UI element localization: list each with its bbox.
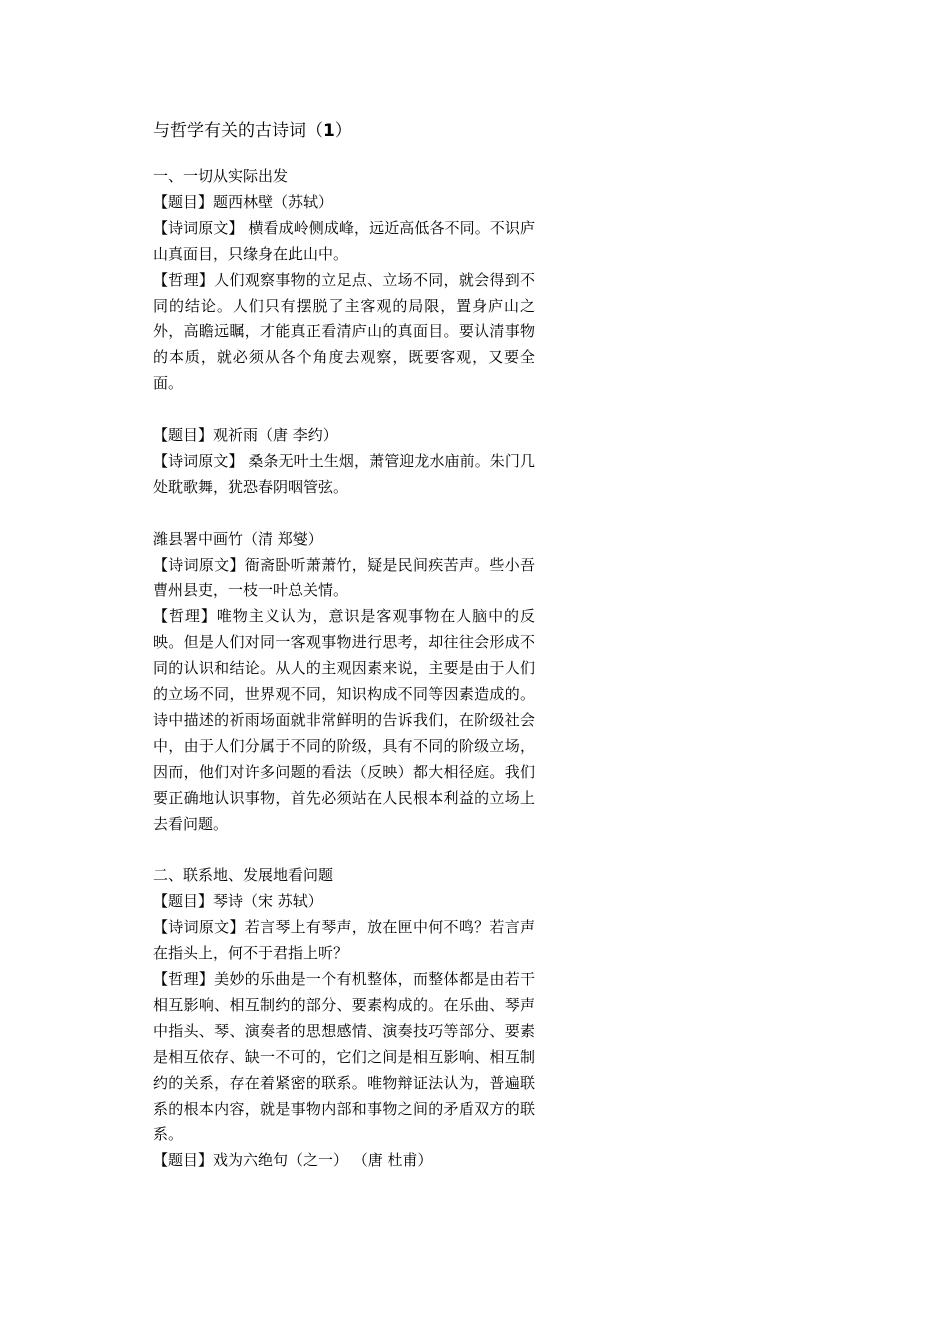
poem-title: 【题目】戏为六绝句（之一） （唐 杜甫） bbox=[153, 1151, 433, 1170]
philosophy-text: 【哲理】唯物主义认为，意识是客观事物在人脑中的反映。但是人们对同一客观事物进行思考，却往往会形成不同的认识和结论。从人的主观因素来说，主要是由于人们的立场不同，世界观不同，知识构成不同等因素造成的。诗中描述的祈雨场面就非常鲜明的告诉我们，在阶级社会中，由于人们分属于不同的阶级，具有不同的阶级立场，因而，他们对许多问题的看法（反映）都大相径庭。我们要正确地认识事物，首先必须站在人民根本利益的立场上去看问题。 bbox=[153, 607, 535, 833]
title-number: 1 bbox=[323, 121, 335, 141]
poem-text: 【诗词原文】衙斋卧听萧萧竹，疑是民间疾苦声。些小吾曹州县吏，一枝一叶总关情。 bbox=[153, 555, 535, 600]
blank-line bbox=[153, 501, 535, 527]
poem-title: 【题目】观祈雨（唐 李约） bbox=[153, 426, 338, 445]
section-heading: 二、联系地、发展地看问题 bbox=[153, 866, 334, 885]
section-heading: 一、一切从实际出发 bbox=[153, 167, 289, 185]
poem-text: 【诗词原文】若言琴上有琴声，放在匣中何不鸣？若言声在指头上，何不于君指上听？ bbox=[153, 918, 535, 963]
blank-line bbox=[153, 397, 535, 423]
philosophy-text: 【哲理】人们观察事物的立足点、立场不同，就会得到不同的结论。人们只有摆脱了主客观的局限，置身庐山之外，高瞻远瞩，才能真正看清庐山的真面目。要认清事物的本质，就必须从各个角度去观察，既要客观，又要全面。 bbox=[153, 270, 535, 393]
blank-line bbox=[153, 838, 535, 864]
document-page bbox=[153, 118, 535, 1174]
title-prefix: 与哲学有关的古诗词（ bbox=[153, 121, 323, 141]
section-2 bbox=[153, 863, 535, 1174]
philosophy-text: 【哲理】美妙的乐曲是一个有机整体，而整体都是由若干相互影响、相互制约的部分、要素构成的。在乐曲、琴声中指头、琴、演奏者的思想感情、演奏技巧等部分、要素是相互依存、缺一不可的，它们之间是相互影响、相互制约的关系，存在着紧密的联系。唯物辩证法认为，普遍联系的根本内容，就是事物内部和事物之间的矛盾双方的联系。 bbox=[153, 970, 535, 1144]
poem-text: 【诗词原文】 桑条无叶土生烟，萧管迎龙水庙前。朱门几处耽歌舞，犹恐春阴咽管弦。 bbox=[153, 451, 535, 496]
poem-title: 【题目】题西林壁（苏轼） bbox=[153, 192, 334, 211]
poem-text: 【诗词原文】 横看成岭侧成峰，远近高低各不同。不识庐山真面目，只缘身在此山中。 bbox=[153, 218, 535, 263]
title-suffix: ） bbox=[334, 121, 352, 141]
section-1 bbox=[153, 164, 535, 863]
poem-title: 【题目】琴诗（宋 苏轼） bbox=[153, 892, 323, 911]
poem-title: 潍县署中画竹（清 郑燮） bbox=[153, 529, 323, 548]
page-title bbox=[153, 118, 535, 144]
